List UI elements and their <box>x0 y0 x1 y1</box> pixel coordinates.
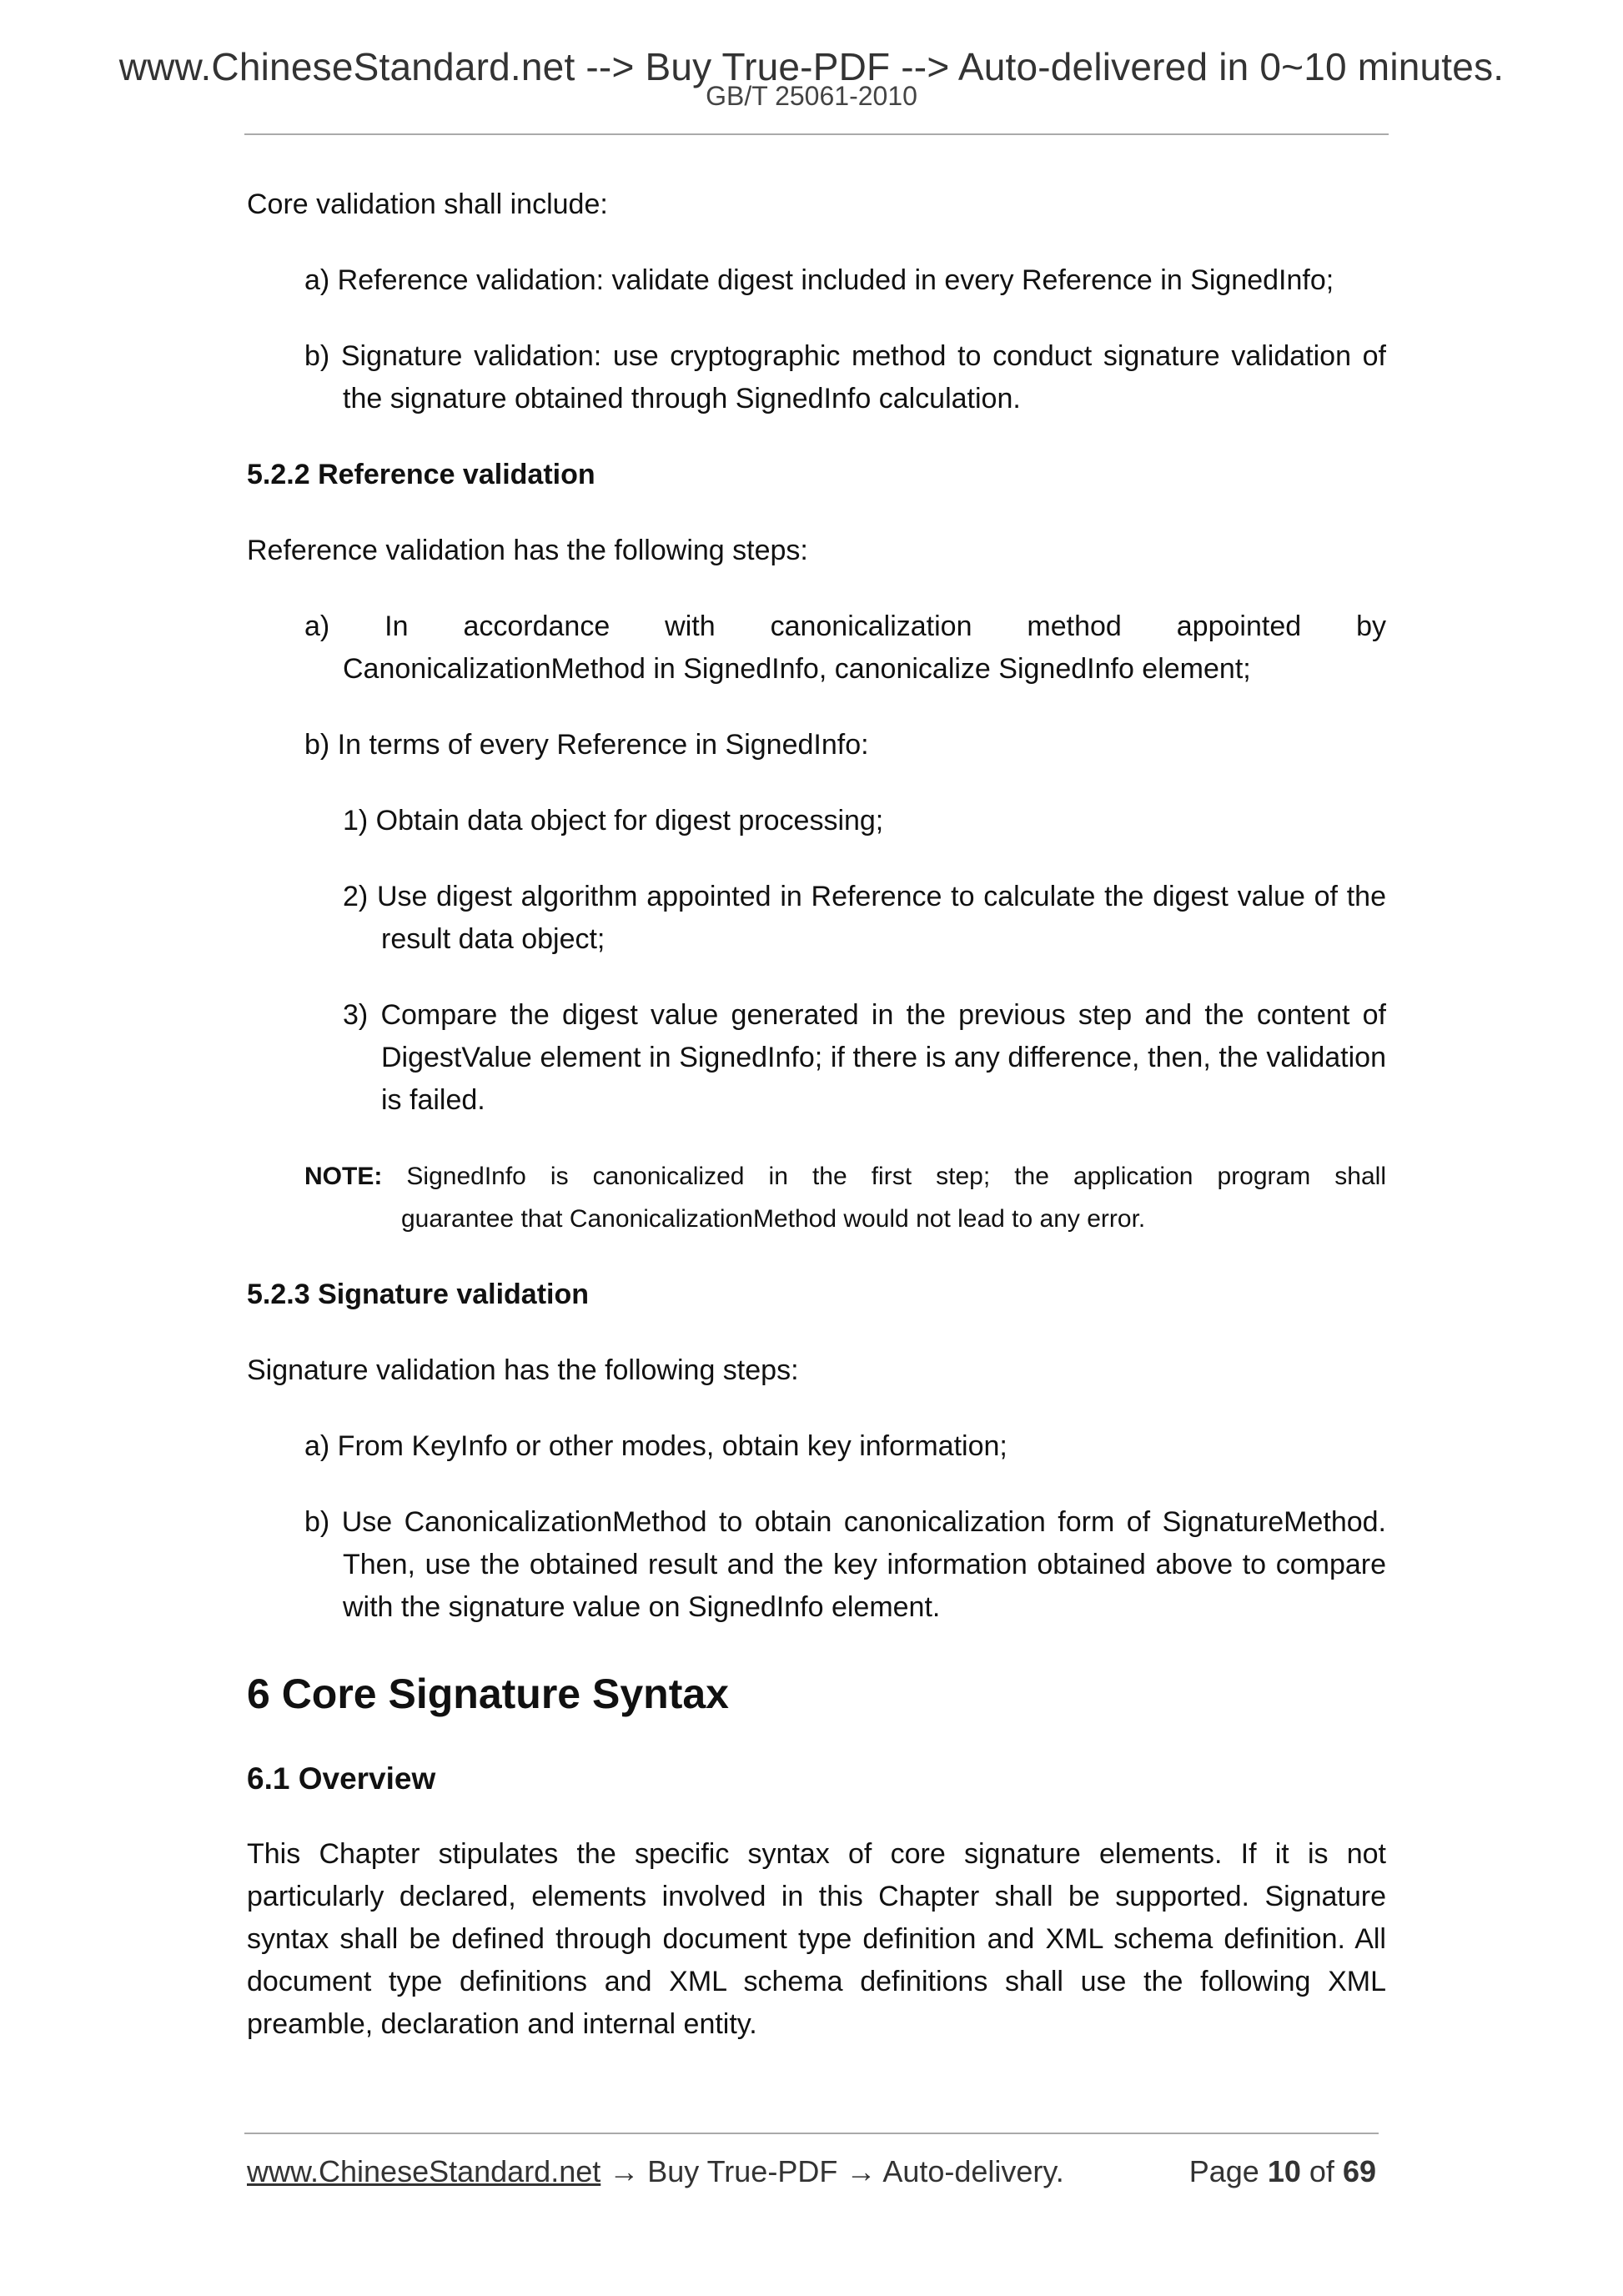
core-item-a: a) Reference validation: validate digest included in every Reference in SignedInfo; <box>304 264 1334 296</box>
footer-divider <box>244 2133 1379 2134</box>
note-label: NOTE: <box>304 1163 383 1190</box>
section-6-1-heading: 6.1 Overview <box>247 1761 436 1796</box>
of-label: of <box>1309 2154 1334 2188</box>
core-item-b: b) Signature validation: use cryptographic method to conduct signature validation of the signature obtained through SignedInfo calculation. <box>304 340 1386 414</box>
reference-substep-3: 3) Compare the digest value generated in the previous step and the content of DigestValue element in SignedInfo; if there is any difference, then, the validation is failed. <box>343 999 1386 1116</box>
core-validation-intro: Core validation shall include: <box>247 188 608 220</box>
page-indicator <box>1189 2152 1376 2192</box>
signature-step-a: a) From KeyInfo or other modes, obtain key information; <box>304 1430 1007 1462</box>
total-pages: 69 <box>1342 2154 1376 2188</box>
reference-step-a-line1: a) In accordance with canonicalization method appointed by <box>304 610 1386 642</box>
reference-substep-1: 1) Obtain data object for digest processing; <box>343 805 884 837</box>
section-5-2-3-heading: 5.2.3 Signature validation <box>247 1279 590 1310</box>
document-body <box>247 183 1386 2079</box>
note-line2: guarantee that CanonicalizationMethod would not lead to any error. <box>401 1205 1146 1233</box>
section-5-2-2-heading: 5.2.2 Reference validation <box>247 459 595 490</box>
signature-step-b: b) Use CanonicalizationMethod to obtain canonicalization form of SignatureMethod. Then, use the obtained result and the key information obtained above to compare with the signature value on SignedInfo element. <box>304 1506 1386 1623</box>
overview-paragraph: This Chapter stipulates the specific syntax of core signature elements. If it is not particularly declared, elements involved in this Chapter shall be supported. Signature syntax shall be defined through document type definition and XML schema definition. All document type definitions and XML schema definitions shall use the following XML preamble, declaration and internal entity. <box>247 1838 1386 2040</box>
reference-step-a-line2: CanonicalizationMethod in SignedInfo, canonicalize SignedInfo element; <box>343 653 1251 685</box>
reference-step-b: b) In terms of every Reference in SignedInfo: <box>304 729 869 761</box>
chapter-6-heading: 6 Core Signature Syntax <box>247 1671 729 1717</box>
signature-intro: Signature validation has the following steps: <box>247 1354 799 1386</box>
footer-arrow-text: → Buy True-PDF → Auto-delivery. <box>600 2154 1064 2188</box>
current-page: 10 <box>1267 2154 1301 2188</box>
reference-step-a <box>247 605 1386 691</box>
top-banner: www.ChineseStandard.net --> Buy True-PDF --> Auto-delivered in 0~10 minutes. <box>118 45 1505 88</box>
reference-intro: Reference validation has the following steps: <box>247 535 808 566</box>
note-line1 <box>304 1155 1386 1198</box>
standard-code: GB/T 25061-2010 <box>706 81 917 111</box>
note-text-1: SignedInfo is canonicalized in the first step; the application program shall <box>406 1163 1386 1190</box>
footer-left <box>247 2152 1064 2192</box>
header-divider <box>244 133 1389 135</box>
footer-site-link[interactable]: www.ChineseStandard.net <box>247 2154 601 2188</box>
reference-substep-2: 2) Use digest algorithm appointed in Reference to calculate the digest value of the result data object; <box>343 881 1386 955</box>
page-label: Page <box>1188 2154 1259 2188</box>
note-block <box>247 1155 1386 1240</box>
